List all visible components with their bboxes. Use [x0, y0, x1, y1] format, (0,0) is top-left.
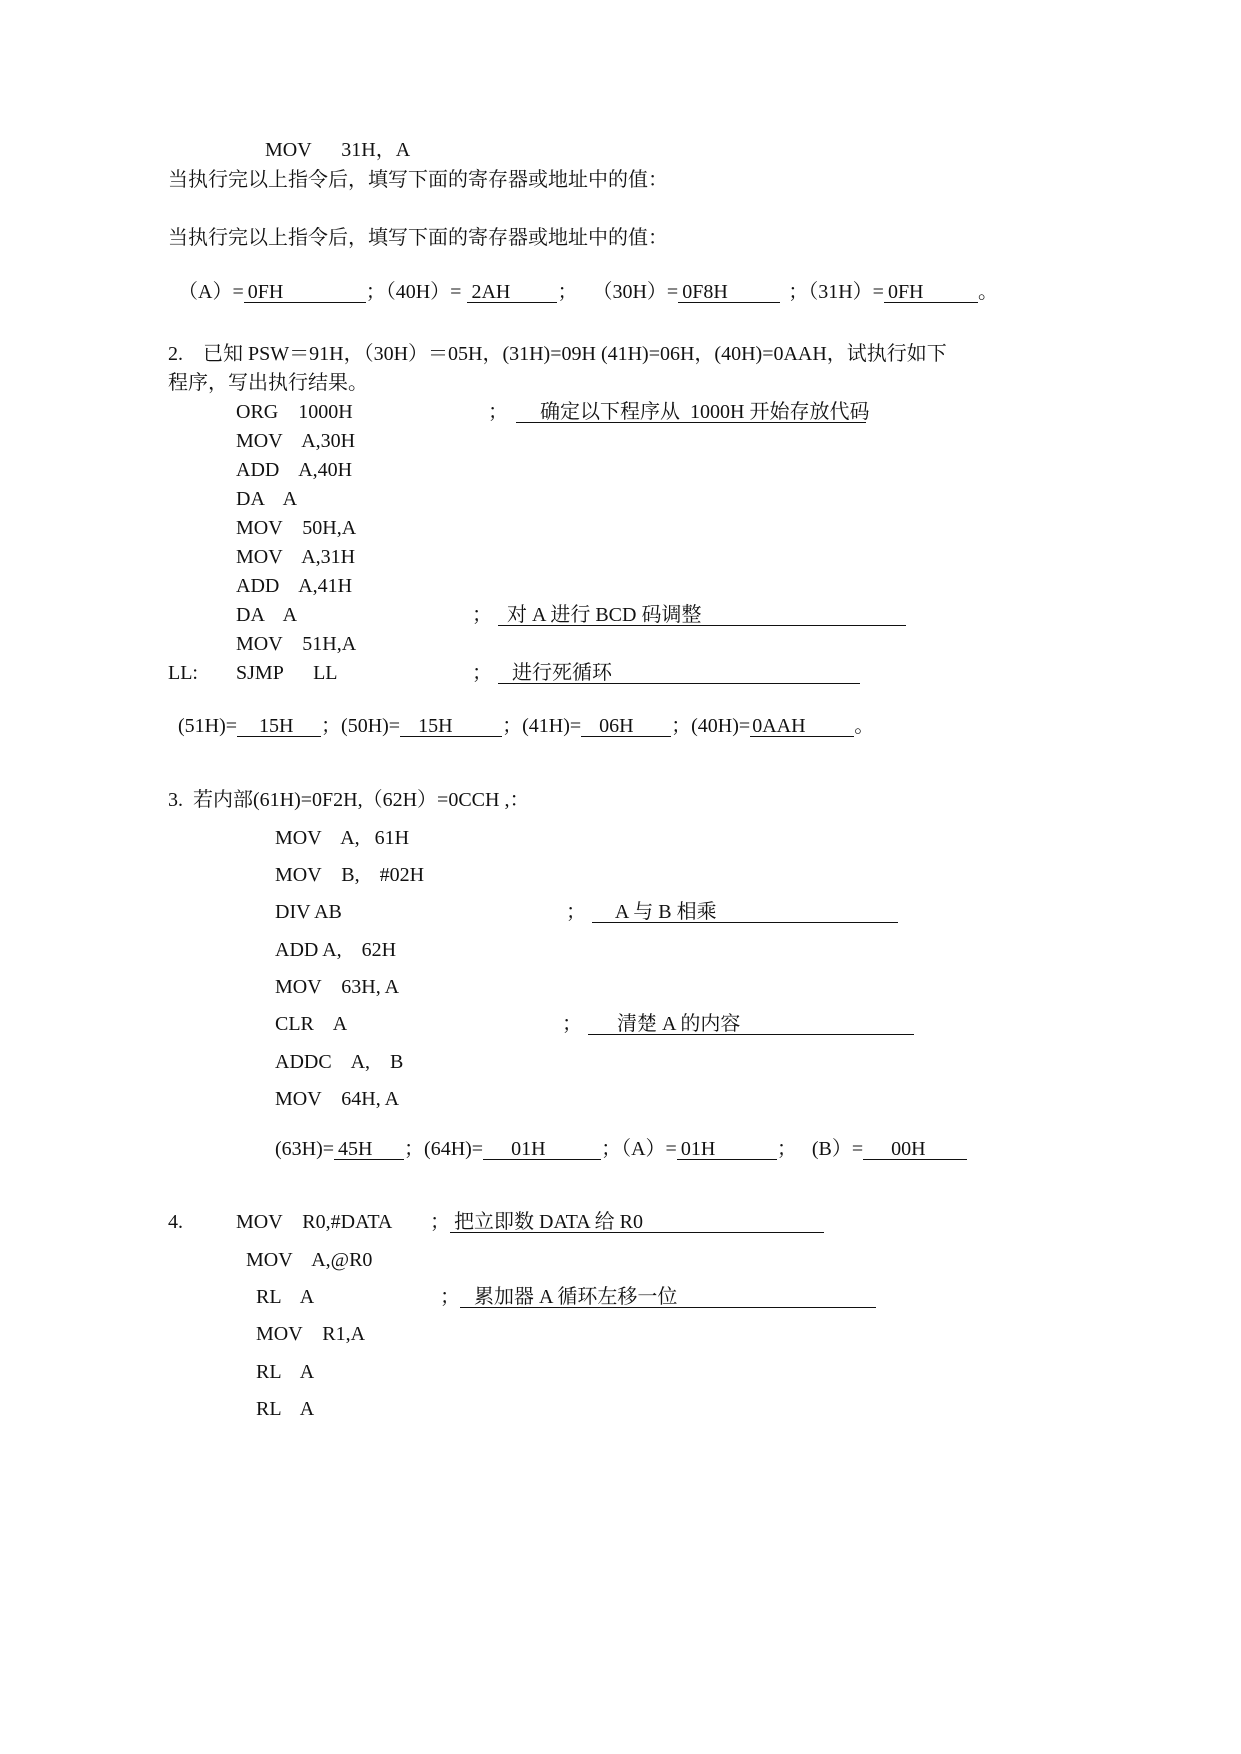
- code-line: MOV 64H, A: [275, 1088, 400, 1110]
- code-comment: ； 清楚 A 的内容: [562, 1012, 914, 1036]
- code-line: RL A: [256, 1286, 315, 1308]
- answer-50h: 15H: [400, 716, 502, 737]
- answer-b: 00H: [863, 1139, 967, 1160]
- code-line: MOV B, #02H: [275, 864, 425, 886]
- question-4-number: 4.: [168, 1211, 183, 1233]
- code-line: MOV 63H, A: [275, 976, 400, 998]
- prompt-text: 当执行完以上指令后，填写下面的寄存器或地址中的值：: [168, 169, 668, 191]
- code-line: ADD A,41H: [236, 575, 353, 597]
- code-line: MOV R0,#DATA: [236, 1211, 393, 1233]
- results-line-3: (63H)= 45H ；(64H)= 01H ；（A）= 01H ； (B）= 00H: [265, 1113, 967, 1161]
- results-line-1: [168, 256, 998, 304]
- answer-51h: 15H: [237, 716, 321, 737]
- code-line: MOV R1,A: [256, 1323, 366, 1345]
- code-line: MOV A,@R0: [246, 1249, 373, 1271]
- result-label: （A）=: [178, 281, 244, 303]
- code-comment: ； 进行死循环: [472, 661, 860, 685]
- code-line-mov-31h: MOV 31H，A: [265, 139, 411, 161]
- code-line: DA A: [236, 488, 298, 510]
- results-line-2: (51H)= 15H ；(50H)= 15H ；(41H)= 06H ；(40H)= 0AAH 。: [178, 715, 875, 737]
- answer-40h: 0AAH: [750, 716, 854, 737]
- code-line: MOV A,31H: [236, 546, 356, 568]
- code-line: RL A: [256, 1361, 315, 1383]
- answer-30h: 0F8H: [678, 282, 780, 303]
- code-line: ORG 1000H: [236, 401, 353, 423]
- code-line: RL A: [256, 1398, 315, 1420]
- answer-a: 0FH: [244, 282, 366, 303]
- code-line: MOV A, 61H: [275, 827, 410, 849]
- result-label: ；（31H）=: [788, 281, 884, 303]
- answer-64h: 01H: [483, 1139, 601, 1160]
- result-label: ； （30H）=: [557, 281, 679, 303]
- question-2-text: 2. 已知 PSW＝91H，（30H）＝05H，(31H)=09H (41H)=06H，(40H)=0AAH，试执行如下: [168, 343, 947, 365]
- answer-31h: 0FH: [884, 282, 978, 303]
- code-comment: ； 对 A 进行 BCD 码调整: [472, 603, 906, 627]
- code-line: ADD A, 62H: [275, 939, 397, 961]
- code-line: MOV A,30H: [236, 430, 356, 452]
- answer-40h: 2AH: [467, 282, 557, 303]
- code-line: CLR A: [275, 1013, 348, 1035]
- code-line: SJMP LL: [236, 662, 338, 684]
- code-line: ADD A,40H: [236, 459, 353, 481]
- code-comment: ； 确定以下程序从 1000H 开始存放代码: [488, 401, 870, 423]
- code-label: LL:: [168, 662, 198, 684]
- code-line: MOV 51H,A: [236, 633, 357, 655]
- code-line: MOV 50H,A: [236, 517, 357, 539]
- code-comment: ； A 与 B 相乘: [566, 900, 898, 924]
- prompt-text: 当执行完以上指令后，填写下面的寄存器或地址中的值：: [168, 227, 668, 249]
- code-comment: ； 累加器 A 循环左移一位: [440, 1285, 876, 1309]
- result-end: 。: [977, 281, 998, 303]
- code-comment: ； 把立即数 DATA 给 R0: [430, 1210, 824, 1234]
- code-line: ADDC A, B: [275, 1051, 404, 1073]
- code-line: DA A: [236, 604, 298, 626]
- answer-63h: 45H: [334, 1139, 404, 1160]
- question-2-text: 程序，写出执行结果。: [168, 372, 368, 394]
- answer-41h: 06H: [581, 716, 671, 737]
- result-label: ；（40H）=: [365, 281, 462, 303]
- answer-a: 01H: [677, 1139, 777, 1160]
- question-3-text: 3. 若内部(61H)=0F2H,（62H）=0CCH ,：: [168, 789, 530, 811]
- code-line: DIV AB: [275, 901, 342, 923]
